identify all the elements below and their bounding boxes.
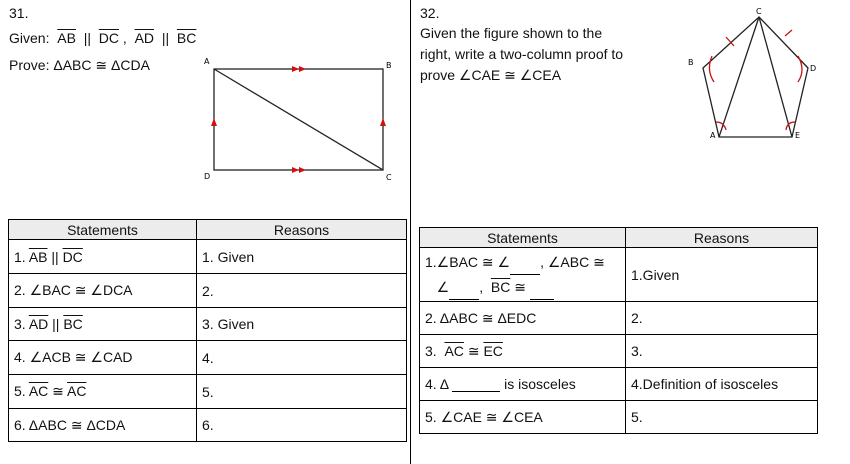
angle-arc-d — [798, 56, 802, 82]
table-row — [420, 401, 818, 434]
column-divider — [410, 0, 411, 464]
statements-header: Statements — [9, 220, 197, 240]
single-arrow-right — [380, 118, 386, 126]
single-arrow-left — [211, 118, 217, 126]
vertex-label-c: C — [756, 7, 762, 16]
vertex-label-d: D — [204, 172, 211, 181]
statement-cell: 1.∠BAC ≅ ∠ , ∠ABC ≅ ∠ , $\overline{BC}$ ≅ — [420, 248, 626, 302]
statement-cell: 4. Δ is isosceles — [420, 368, 626, 401]
reason-cell: 4. — [197, 341, 407, 375]
double-arrow-top — [292, 66, 306, 72]
given-prefix: Given: — [9, 30, 50, 46]
reason-cell: 2. — [197, 274, 407, 308]
reason-cell: 1.Given — [626, 248, 818, 302]
parallel-symbol: || — [161, 30, 170, 46]
vertex-label-c: C — [386, 173, 392, 182]
table-row — [9, 375, 407, 409]
tick-mark-cd — [785, 30, 792, 36]
problem-32-number: 32. — [420, 5, 440, 21]
proof-table-32 — [419, 227, 818, 434]
parallel-symbol: || — [83, 30, 91, 46]
table-row — [9, 409, 407, 442]
reason-cell: 4.Definition of isosceles — [626, 368, 818, 401]
pentagon-figure — [682, 4, 832, 146]
reason-cell: 5. — [626, 401, 818, 434]
table-row — [9, 308, 407, 341]
segment-ab: $\overline{AB}$ — [57, 30, 76, 46]
statement-cell: 1. $\overline{AB}$ || $\overline{DC}$ — [9, 240, 197, 274]
statement-cell: 5. $\overline{AC}$ ≅ $\overline{AC}$ — [9, 375, 197, 409]
pentagon-outline — [703, 17, 808, 137]
reason-cell: 3. — [626, 335, 818, 368]
vertex-label-a: A — [204, 57, 210, 66]
table-row — [420, 368, 818, 401]
table-row — [9, 240, 407, 274]
reason-cell: 1. Given — [197, 240, 407, 274]
table-row — [9, 341, 407, 375]
segment-dc: $\overline{DC}$ — [98, 30, 120, 46]
problem-31-given — [9, 30, 196, 47]
vertex-label-e: E — [795, 131, 801, 140]
table-row — [420, 302, 818, 335]
statement-cell: 3. $\overline{AD}$ || $\overline{BC}$ — [9, 308, 197, 341]
statement-cell: 5. ∠CAE ≅ ∠CEA — [420, 401, 626, 434]
statement-cell: 4. ∠ACB ≅ ∠CAD — [9, 341, 197, 375]
reason-cell: 2. — [626, 302, 818, 335]
table-row — [9, 274, 407, 308]
segment-bc: $\overline{BC}$ — [176, 30, 197, 46]
reasons-header: Reasons — [626, 228, 818, 248]
given-comma: , — [122, 30, 127, 46]
statement-cell: 2. ΔABC ≅ ΔEDC — [420, 302, 626, 335]
statement-cell: 2. ∠BAC ≅ ∠DCA — [9, 274, 197, 308]
reasons-header: Reasons — [197, 220, 407, 240]
segment-ad: $\overline{AD}$ — [134, 30, 155, 46]
diagonal-ac — [214, 69, 383, 170]
reason-cell: 3. Given — [197, 308, 407, 341]
table-row — [420, 248, 818, 302]
table-row — [420, 335, 818, 368]
reason-cell: 6. — [197, 409, 407, 442]
statement-cell: 3. $\overline{AC}$ ≅ $\overline{EC}$ — [420, 335, 626, 368]
proof-table-31 — [8, 219, 407, 442]
problem-31-number: 31. — [9, 5, 29, 21]
vertex-label-a: A — [710, 131, 716, 140]
rectangle-figure — [195, 50, 405, 185]
double-arrow-bottom — [292, 167, 306, 173]
problem-32-text: Given the figure shown to the right, write a two-column proof to prove ∠CAE ≅ ∠CEA — [420, 25, 624, 83]
vertex-label-b: B — [688, 58, 694, 67]
problem-31-prove: Prove: ΔABC ≅ ΔCDA — [9, 57, 150, 73]
vertex-label-b: B — [386, 61, 392, 70]
reason-cell: 5. — [197, 375, 407, 409]
statements-header: Statements — [420, 228, 626, 248]
statement-cell: 6. ΔABC ≅ ΔCDA — [9, 409, 197, 442]
vertex-label-d: D — [810, 64, 817, 73]
